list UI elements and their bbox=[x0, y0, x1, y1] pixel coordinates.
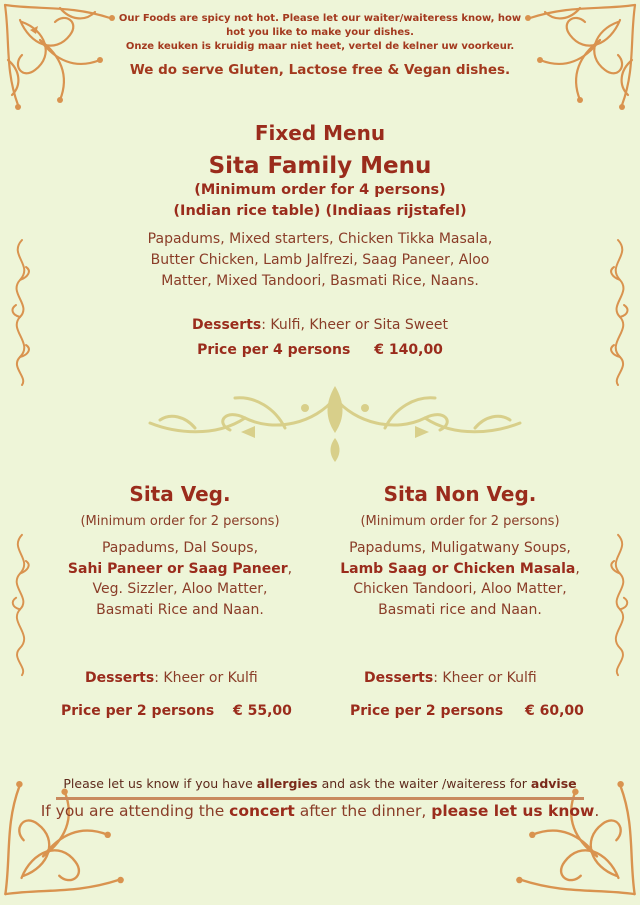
concert-text-end: . bbox=[594, 802, 600, 820]
advise-keyword: advise bbox=[530, 776, 577, 791]
family-price-row bbox=[0, 342, 640, 358]
nonveg-item-line3: Chicken Tandoori, Aloo Matter, bbox=[353, 581, 567, 597]
spice-notice bbox=[110, 12, 530, 54]
veg-price-label: Price per 2 persons bbox=[61, 703, 215, 719]
fixed-menu-heading: Fixed Menu bbox=[254, 121, 386, 145]
desserts-label: Desserts bbox=[85, 670, 155, 686]
nonveg-item-line2 bbox=[315, 559, 605, 580]
nonveg-desserts bbox=[364, 670, 537, 686]
veg-highlight: Sahi Paneer or Saag Paneer bbox=[67, 560, 288, 577]
nonveg-menu-title: Sita Non Veg. bbox=[383, 482, 537, 506]
veg-item-line4: Basmati Rice and Naan. bbox=[96, 601, 264, 618]
veg-item-line2 bbox=[35, 559, 325, 580]
nonveg-price-value: € 60,00 bbox=[525, 703, 584, 719]
family-items-line3: Matter, Mixed Tandoori, Basmati Rice, Naans. bbox=[161, 273, 479, 289]
allergy-text: Please let us know if you have bbox=[63, 776, 257, 791]
side-scroll-icon bbox=[602, 530, 636, 680]
desserts-label: Desserts bbox=[192, 317, 262, 333]
concert-notice bbox=[0, 802, 640, 820]
allergy-text-mid: and ask the waiter /waiteress for bbox=[317, 776, 531, 791]
side-scroll-icon bbox=[4, 235, 38, 390]
price-value: € 140,00 bbox=[374, 342, 443, 358]
nonveg-item-line4: Basmati rice and Naan. bbox=[378, 601, 542, 618]
veg-price-value: € 55,00 bbox=[233, 703, 292, 719]
concert-keyword: concert bbox=[229, 802, 295, 820]
family-items-line1: Papadums, Mixed starters, Chicken Tikka Masala, bbox=[147, 231, 493, 247]
nonveg-item-line1: Papadums, Muligatwany Soups, bbox=[349, 540, 571, 556]
concert-text: If you are attending the bbox=[40, 802, 230, 820]
desserts-text: : Kheer or Kulfi bbox=[433, 670, 537, 686]
center-ornament-icon bbox=[135, 378, 535, 468]
dietary-notice: We do serve Gluten, Lactose free & Vegan dishes. bbox=[129, 62, 511, 78]
side-scroll-icon bbox=[4, 530, 38, 680]
family-items-line2: Butter Chicken, Lamb Jalfrezi, Saag Paneer, Aloo bbox=[150, 252, 490, 268]
price-label: Price per 4 persons bbox=[197, 342, 351, 358]
veg-item-line2-tail: , bbox=[287, 560, 293, 577]
family-menu-subtitle: (Indian rice table) (Indiaas rijstafel) bbox=[173, 203, 467, 219]
nonveg-item-line2-tail: , bbox=[575, 560, 580, 577]
nonveg-menu-minimum: (Minimum order for 2 persons) bbox=[360, 514, 560, 529]
spice-notice-line2: hot you like to make your dishes. bbox=[226, 27, 414, 38]
family-menu-title: Sita Family Menu bbox=[208, 153, 432, 179]
veg-menu-title: Sita Veg. bbox=[129, 482, 231, 506]
allergy-notice bbox=[0, 776, 640, 791]
nonveg-menu-items bbox=[315, 538, 605, 620]
veg-item-line3: Veg. Sizzler, Aloo Matter, bbox=[92, 581, 268, 597]
desserts-text: : Kheer or Kulfi bbox=[154, 670, 258, 686]
side-scroll-icon bbox=[602, 235, 636, 390]
desserts-text: : Kulfi, Kheer or Sita Sweet bbox=[261, 317, 448, 333]
nonveg-highlight: Lamb Saag or Chicken Masala bbox=[340, 560, 576, 577]
family-desserts bbox=[0, 317, 640, 333]
desserts-label: Desserts bbox=[364, 670, 434, 686]
family-menu-items bbox=[140, 229, 500, 292]
spice-notice-line3: Onze keuken is kruidig maar niet heet, vertel de kelner uw voorkeur. bbox=[125, 41, 515, 52]
allergy-keyword: allergies bbox=[256, 776, 318, 791]
spice-notice-line1: Our Foods are spicy not hot. Please let our waiter/waiteress know, how bbox=[118, 13, 522, 24]
let-us-know-keyword: please let us know bbox=[431, 802, 595, 820]
footer-divider bbox=[56, 797, 584, 800]
nonveg-price-label: Price per 2 persons bbox=[350, 703, 504, 719]
concert-text-mid: after the dinner, bbox=[294, 802, 432, 820]
veg-desserts bbox=[85, 670, 258, 686]
veg-item-line1: Papadums, Dal Soups, bbox=[101, 540, 259, 556]
veg-menu-minimum: (Minimum order for 2 persons) bbox=[80, 514, 280, 529]
veg-menu-items bbox=[35, 538, 325, 620]
family-menu-minimum: (Minimum order for 4 persons) bbox=[194, 182, 446, 198]
